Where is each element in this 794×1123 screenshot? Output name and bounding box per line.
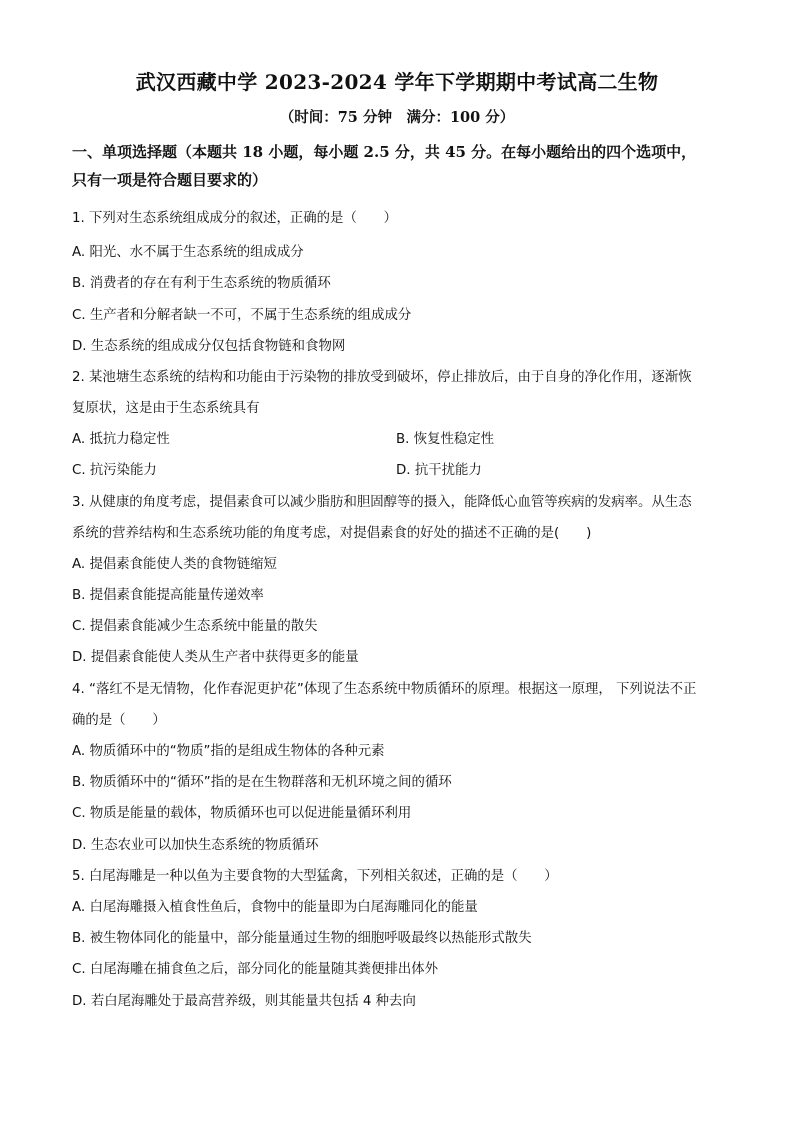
exam-title: 武汉西藏中学 2023-2024 学年下学期期中考试高二生物 <box>135 70 659 94</box>
option-c: C. 抗污染能力 <box>72 463 157 478</box>
option-d: D. 提倡素食能使人类从生产者中获得更多的能量 <box>72 650 359 665</box>
option-d: D. 生态农业可以加快生态系统的物质循环 <box>72 838 319 853</box>
question-stem: 复原状，这是由于生态系统具有 <box>72 401 260 416</box>
section-heading <box>72 138 732 194</box>
question-stem: 系统的营养结构和生态系统功能的角度考虑，对提倡素食的好处的描述不正确的是( ) <box>72 526 592 541</box>
option-a: A. 物质循环中的“物质”指的是组成生物体的各种元素 <box>72 744 385 759</box>
question-stem: 1. 下列对生态系统组成成分的叙述，正确的是（ ） <box>72 211 398 226</box>
option-c: C. 物质是能量的载体，物质循环也可以促进能量循环利用 <box>72 806 412 821</box>
option-d: D. 生态系统的组成成分仅包括食物链和食物网 <box>72 339 346 354</box>
exam-time-score: （时间：75 分钟 满分：100 分） <box>279 109 515 126</box>
option-a: A. 抵抗力稳定性 <box>72 432 170 447</box>
option-c: C. 白尾海雕在捕食鱼之后，部分同化的能量随其粪便排出体外 <box>72 962 439 977</box>
question-stem: 2. 某池塘生态系统的结构和功能由于污染物的排放受到破坏，停止排放后，由于自身的净化作用，逐渐恢 <box>72 370 692 385</box>
section-heading-line: 一、单项选择题（本题共 18 小题，每小题 2.5 分，共 45 分。在每小题给出的四个选项中， <box>72 143 697 161</box>
question-stem: 确的是（ ） <box>72 713 166 728</box>
option-b: B. 物质循环中的“循环”指的是在生物群落和无机环境之间的循环 <box>72 775 452 790</box>
question-stem: 3. 从健康的角度考虑，提倡素食可以减少脂肪和胆固醇等的摄入，能降低心血管等疾病的发病率。从生态 <box>72 495 692 510</box>
option-b: B. 被生物体同化的能量中，部分能量通过生物的细胞呼吸最终以热能形式散失 <box>72 931 532 946</box>
option-b: B. 消费者的存在有利于生态系统的物质循环 <box>72 276 331 291</box>
section-heading-line: 只有一项是符合题目要求的） <box>72 171 268 189</box>
question-stem: 4. “落红不是无情物，化作春泥更护花”体现了生态系统中物质循环的原理。根据这一原理， 下列说法不正 <box>72 682 697 697</box>
question-stem: 5. 白尾海雕是一种以鱼为主要食物的大型猛禽，下列相关叙述，正确的是（ ） <box>72 869 558 884</box>
option-a: A. 提倡素食能使人类的食物链缩短 <box>72 557 277 572</box>
option-a: A. 白尾海雕摄入植食性鱼后，食物中的能量即为白尾海雕同化的能量 <box>72 900 478 915</box>
option-c: C. 提倡素食能减少生态系统中能量的散失 <box>72 619 318 634</box>
option-d: D. 抗干扰能力 <box>396 463 482 478</box>
option-a: A. 阳光、水不属于生态系统的组成成分 <box>72 245 304 260</box>
option-b: B. 恢复性稳定性 <box>396 432 495 447</box>
option-b: B. 提倡素食能提高能量传递效率 <box>72 588 264 603</box>
option-d: D. 若白尾海雕处于最高营养级，则其能量共包括 4 种去向 <box>72 994 416 1009</box>
option-c: C. 生产者和分解者缺一不可，不属于生态系统的组成成分 <box>72 308 412 323</box>
